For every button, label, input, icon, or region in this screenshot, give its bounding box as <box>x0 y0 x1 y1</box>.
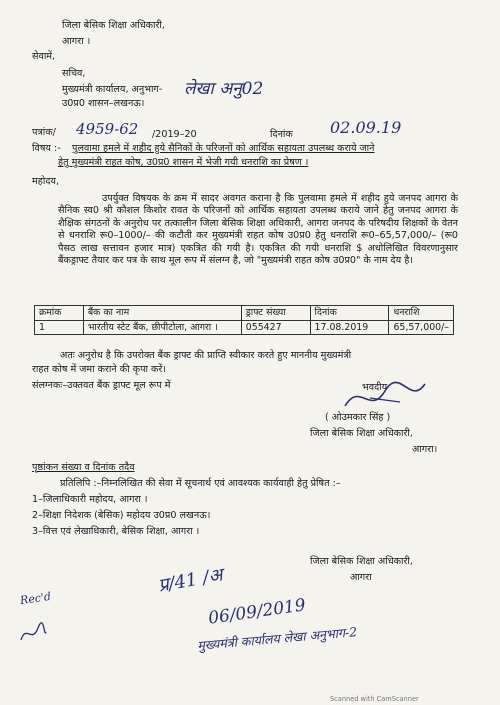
body-paragraph: उपर्युक्त विषयक के क्रम में सादर अवगत कराना है कि पुलवामा हमले में शहीद हुये जनपद आगरा के सैनिक स्व0 श्री कौशल किशोर रावत के परिजनों को आर्थिक सहायता उपलब्ध कराये जाने हेतु जनपद आगरा के शैक्षिक संगठनों के अनुरोध पर तत्कालीन जिला बेसिक शिक्षा अधिकारी, आगरा जनपद के परिषदीय शिक्षकों के वेतन से धनराशि रू0–1000/– की कटौती कर मुख्यमंत्री राहत कोष उ0प्र0 हेतु धनराशि रू0–65,57,000/– (रू0 पैसठ लाख सत्तावन हजार मात्र) एकत्रित की गयी है। एकत्रित की गयी धनराशि $ अधोलिखित विवरणानुसार बैंकड्राफ्ट तैयार कर पत्र के साथ मूल रूप में संलग्न है, जो "मुख्यमंत्री राहत कोष उ0प्र0" के नाम देय है। <box>58 193 458 267</box>
col-header-serial: क्रमांक <box>35 306 84 321</box>
signatory-name: ( ओउमकार सिंह ) <box>325 412 391 423</box>
col-header-date: दिनांक <box>310 306 389 321</box>
scanner-footer: Scanned with CamScanner <box>330 695 419 703</box>
to-line1: जिला बेसिक शिक्षा अधिकारी, <box>62 20 165 31</box>
cell-bank: भारतीय स्टेट बैंक, छीपीटोला, आगरा । <box>83 320 241 335</box>
request-line1: अतः अनुरोध है कि उपरोक्त बैंक ड्राफ्ट की प्राप्ति स्वीकार करते हुए माननीय मुख्यमंत्री <box>60 350 352 361</box>
col-header-draft: ड्राफ्ट संख्या <box>241 306 310 321</box>
cell-draft: 055427 <box>241 320 310 335</box>
cell-serial: 1 <box>35 320 84 335</box>
table-row <box>35 320 454 335</box>
subject-line1: पुलवामा हमले में शहीद हुये सैनिकों के परिजनों को आर्थिक सहायता उपलब्ध कराये जाने <box>72 143 375 154</box>
office-location: उ0प्र0 शासन–लखनऊ। <box>62 98 145 109</box>
officer-signature <box>340 376 430 416</box>
signatory-place: आगरा। <box>412 444 438 455</box>
receipt-date: 06/09/2019 <box>207 595 307 629</box>
col-header-bank: बैंक का नाम <box>83 306 241 321</box>
receipt-number: प्र/41 /अ <box>156 564 225 597</box>
request-line2: राहत कोष में जमा कराने की कृपा करें। <box>32 364 166 375</box>
date-label: दिनांक <box>270 129 293 140</box>
signatory-designation: जिला बेसिक शिक्षा अधिकारी, <box>310 428 413 439</box>
office-line: मुख्यमंत्री कार्यालय, अनुभाग- <box>62 84 163 95</box>
margin-note: Rec'd <box>19 589 52 608</box>
salutation: महोदय, <box>32 176 60 187</box>
patrank-handwritten: 4959-62 <box>76 120 139 138</box>
date-handwritten: 02.09.19 <box>330 118 402 137</box>
endorsement-sig-designation: जिला बेसिक शिक्षा अधिकारी, <box>310 556 413 567</box>
to-line2: आगरा । <box>62 36 91 47</box>
cell-date: 17.08.2019 <box>310 320 389 335</box>
endorsement-intro: प्रतिलिपि :–निम्नलिखित की सेवा में सूचनार्थ एवं आवश्यक कार्यवाही हेतु प्रेषित :– <box>60 478 341 489</box>
cell-amount: 65,57,000/– <box>389 320 454 335</box>
bhavdiya: भवदीय <box>362 382 388 393</box>
sevame: सेवामें, <box>32 51 56 62</box>
endorsement-heading: पृष्ठांकन संख्या व दिनांक तदैव <box>32 462 135 473</box>
draft-table <box>34 305 454 335</box>
patrank-label: पत्रांक/ <box>32 127 56 138</box>
office-handwritten: लेखा अनु02 <box>184 79 264 99</box>
col-header-amount: धनराशि <box>389 306 454 321</box>
receipt-office: मुख्यमंत्री कार्यालय लेखा अनुभाग-2 <box>196 624 358 653</box>
patrank-year: /2019–20 <box>152 129 197 140</box>
margin-initials <box>18 620 48 648</box>
subject-label: विषय :- <box>32 143 61 154</box>
endorsement-item: 2–शिक्षा निदेशक (बेसिक) महोदय उ0प्र0 लखनऊ। <box>32 510 211 521</box>
sachiv: सचिव, <box>62 68 86 79</box>
endorsement-item: 3–वित्त एवं लेखाधिकारी, बेसिक शिक्षा, आगरा । <box>32 526 200 537</box>
table-header-row <box>35 306 454 321</box>
enclosure: संलग्नकः–उक्तवत बैंक ड्राफ्ट मूल रूप में <box>32 380 171 391</box>
endorsement-item: 1–जिलाधिकारी महोदय, आगरा । <box>32 494 148 505</box>
subject-line2: हेतु मुख्यमंत्री राहत कोष, उ0प्र0 शासन में भेजी गयी धनराशि का प्रेषण । <box>58 157 309 168</box>
endorsement-sig-place: आगरा <box>350 572 372 583</box>
